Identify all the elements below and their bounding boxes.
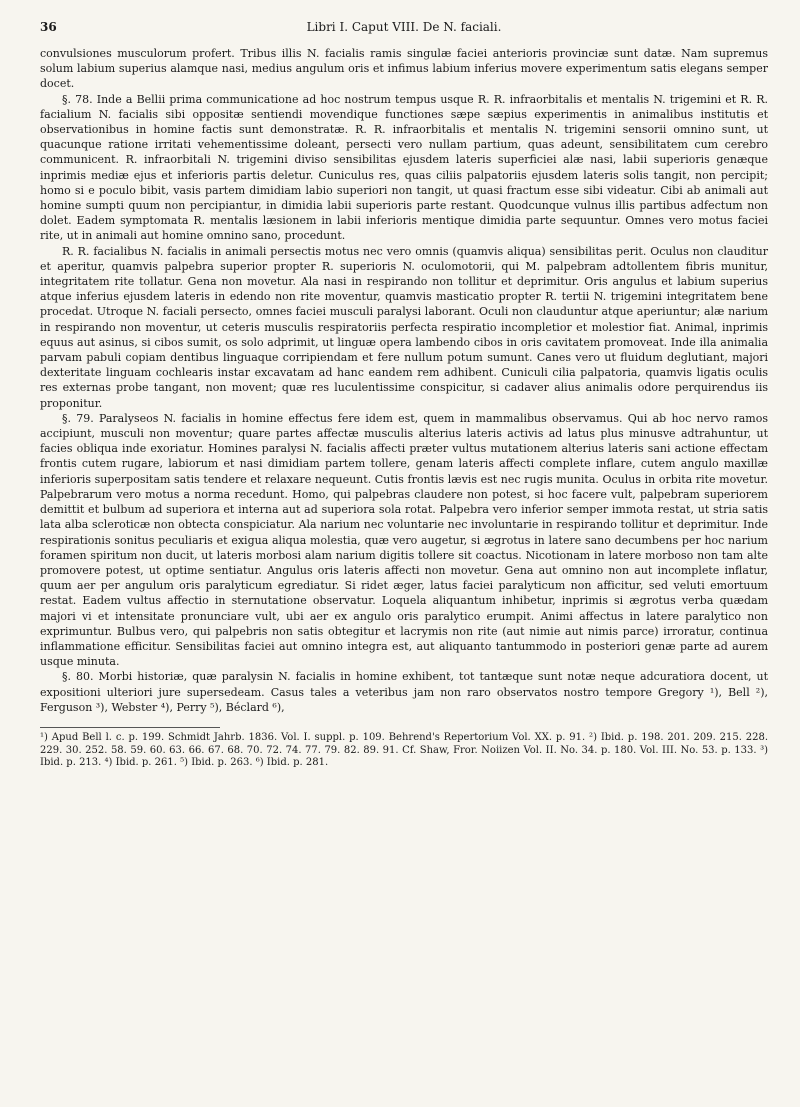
- paragraph-section-80: §. 80. Morbi historiæ, quæ paralysin N. facialis in homine exhibent, tot tantæque sunt notæ neque adcuratiora docent, ut expositioni ulteriori jure supersedeam. Casus tales a veteribus jam non raro observatos nostro tempore Gregory ¹), Bell ²), Ferguson ³), Webster ⁴), Perry ⁵), Béclard ⁶),: [40, 670, 768, 714]
- footnotes: [40, 732, 768, 770]
- body-text: [40, 46, 768, 715]
- running-head: [40, 20, 768, 38]
- footnote-block: ¹) Apud Bell l. c. p. 199. Schmidt Jahrb. 1836. Vol. I. suppl. p. 109. Behrend's Repertorium Vol. XX. p. 91. ²) Ibid. p. 198. 201. 209. 215. 228. 229. 30. 252. 58. 59. 60. 63. 66. 67. 68. 70. 72. 74. 77. 79. 82. 89. 91. Cf. Shaw, Fror. Noiizen Vol. II. No. 34. p. 180. Vol. III. No. 53. p. 133. ³) Ibid. p. 213. ⁴) Ibid. p. 261. ⁵) Ibid. p. 263. ⁶) Ibid. p. 281.: [40, 731, 768, 769]
- page-number: 36: [40, 20, 57, 34]
- paragraph-section-78: §. 78. Inde a Bellii prima communicatione ad hoc nostrum tempus usque R. R. infraorbitalis et mentalis N. trigemini et R. R. facialium N. facialis sibi oppositæ sentiendi movendique functiones sæpe sæpius experimentis in animalibus institutis et observationibus in homine factis sunt demonstratæ. R. R. infraorbitalis et mentalis N. trigemini sensorii omnino sunt, ut quacunque ratione irritati vehementissime doleant, persecti vero nullam partium, quas adeunt, sensibilitatem cum cerebro communicent. R. infraorbitali N. trigemini diviso sensibilitas ejusdem lateris superficiei alæ nasi, labii superioris genæque inprimis mediæ ejus et inferioris partis deletur. Cuniculus res, quas ciliis palpatoriis ejusdem lateris solis tangit, non percipit; homo si e poculo bibit, vasis partem dimidiam labio superiori non tangit, ut quasi fractum esse sibi videatur. Cibi ab animali aut homine sumpti quum non percipiantur, in dimidia labii superioris parte restant. Quodcunque vulnus illis partibus adfectum non dolet. Eadem symptomata R. mentalis læsionem in labii inferioris mentique dimidia parte sequuntur. Omnes vero motus faciei rite, ut in animali aut homine omnino sano, procedunt.: [40, 92, 768, 243]
- running-title: Libri I. Caput VIII. De N. faciali.: [306, 20, 502, 34]
- paragraph-section-79: §. 79. Paralyseos N. facialis in homine effectus fere idem est, quem in mammalibus observamus. Qui ab hoc nervo ramos accipiunt, musculi non moventur; quare partes affectæ musculis alterius lateris activis ad latus plus minusve adtrahuntur, ut facies obliqua inde exoriatur. Homines paralysi N. facialis affecti præter vultus mutationem alterius lateris sani actione effectam frontis cutem rugare, labiorum et nasi dimidiam partem tollere, genam lateris affecti complete inflare, cutem angulo maxillæ inferioris superpositam satis tendere et relaxare nequeunt. Cutis frontis lævis est nec rugis munita. Oculus in orbita rite movetur. Palpebrarum vero motus a norma recedunt. Homo, qui palpebras claudere non potest, si hoc facere vult, palpebram superiorem demittit et bulbum ad superiora et interna aut ad superiora sola rotat. Palpebra vero inferior semper immota restat, ut stria satis lata alba scleroticæ non obtecta conspiciatur. Ala narium nec voluntarie nec involuntarie in respirando tollitur et deprimitur. Inde respirationis sonitus peculiaris et exigua aliqua molestia, quæ vero augetur, si ægrotus in latere sano decumbens per hoc narium foramen spiritum non ducit, ut lateris morbosi alam narium digitis tollere sit coactus. Nicotionam in latere morboso non tam alte promovere potest, ut optime sentiatur. Angulus oris lateris affecti non movetur. Gena aut omnino non aut incomplete inflatur, quum aer per angulum oris paralyticum egrediatur. Si ridet æger, latus faciei paralyticum non afficitur, sed veluti emortuum restat. Eadem vultus affectio in sternutatione observatur. Loquela aliquantum inhibetur, inprimis si ægrotus verba quædam majori vi et intensitate pronunciare vult, ubi aer ex angulo oris paralytico erumpit. Animi affectus in latere paralytico non exprimuntur. Bulbus vero, qui palpebris non satis obtegitur et lacrymis non rite (aut nimie aut nimis parce) irroratur, continua inflammatione efficitur. Sensibilitas faciei aut omnino integra est, aut aliquanto tantummodo in posteriori genæ parte ad aurem usque minuta.: [40, 411, 768, 669]
- paragraph-facialis-persectis: R. R. facialibus N. facialis in animali persectis motus nec vero omnis (quamvis aliqua) sensibilitas perit. Oculus non clauditur et aperitur, quamvis palpebra superior propter R. superioris N. oculomotorii, qui M. palpebram adtollentem fibris munitur, integritatem rite tollatur. Gena non movetur. Ala nasi in respirando non tollitur et deprimitur. Oris angulus et labium superius atque inferius ejusdem lateris in edendo non rite moventur, quamvis masticatio propter R. tertii N. trigemini integritatem bene procedat. Utroque N. faciali persecto, omnes faciei musculi paralysi laborant. Oculi non clauduntur atque aperiuntur; alæ narium in respirando non moventur, ut ceteris musculis respiratoriis perfecta respiratio incompletior et molestior fiat. Animal, inprimis equus aut asinus, si cibos sumit, os solo adprimit, ut linguæ opera lambendo cibos in oris cavitatem promoveat. Inde illa animalia parvam pabuli copiam dentibus linguaque corripiendam et fere nullum potum sumunt. Canes vero ut fluidum deglutiant, majori dexteritate linguam cochlearis instar excavatam ad hanc eandem rem adhibent. Cuniculi cilia palpatoria, quamvis ligatis oculis res externas probe tangant, non movent; quæ res luculentissime conspicitur, si cadaver alius animalis odore perquirendus iis proponitur.: [40, 244, 768, 410]
- footnote-divider: [40, 727, 220, 728]
- page: [40, 20, 768, 770]
- paragraph-continuation: convulsiones musculorum profert. Tribus illis N. facialis ramis singulæ faciei anterioris provinciæ sunt datæ. Nam supremus solum labium superius alamque nasi, medius angulum oris et infimus labium inferius movere experimentum satis elegans semper docet.: [40, 47, 768, 91]
